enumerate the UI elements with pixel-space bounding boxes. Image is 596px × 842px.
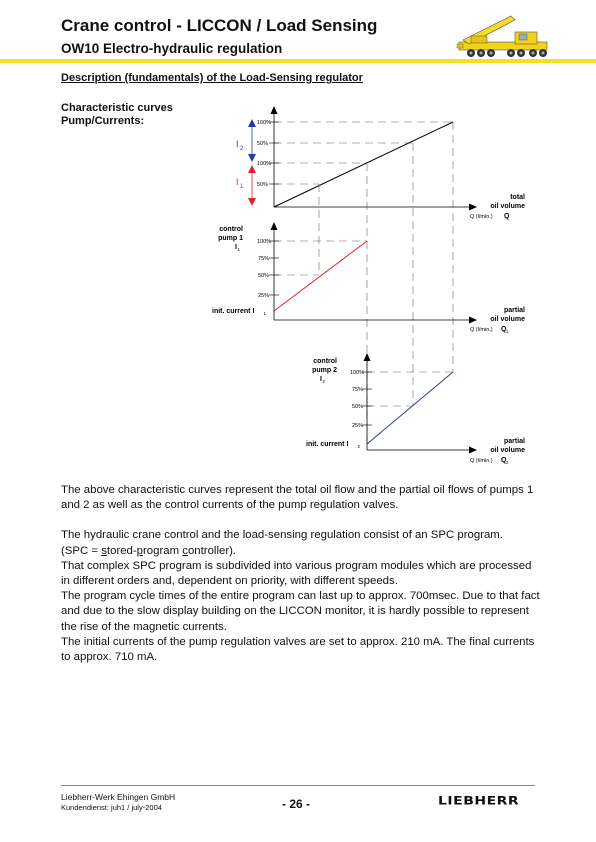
footer-department: Kundendienst: juh1 / july-2004	[61, 803, 162, 812]
pump1-axis-unit: Q (l/min.)	[470, 327, 493, 333]
liebherr-logo: LIEBHERR	[438, 794, 520, 808]
pump1-label-symbol: I	[235, 244, 237, 251]
i2-label: I	[236, 139, 239, 149]
pump2-init-subscript: 2	[357, 444, 361, 449]
top-axis-title-1: total	[510, 194, 525, 201]
caption-line-1: Characteristic curves	[61, 102, 173, 114]
pump2-gridlines	[367, 372, 453, 406]
total-oil-line	[274, 122, 453, 207]
pump1-tick-label: 100%	[257, 239, 272, 245]
i1-label: I	[236, 177, 239, 187]
pump2-axis-subscript: 2	[506, 460, 509, 465]
header-divider	[0, 59, 596, 63]
paragraph-spc-definition: (SPC = stored-program controller).	[61, 544, 237, 557]
page-subtitle: OW10 Electro-hydraulic regulation	[61, 41, 283, 56]
pump2-axis-title-2: oil volume	[490, 447, 525, 454]
page-title: Crane control - LICCON / Load Sensing	[61, 16, 378, 35]
pump2-x-axis-arrowhead	[469, 447, 477, 454]
top-tick-label: 100%	[257, 120, 272, 126]
top-tick-label: 100%	[257, 161, 272, 167]
section-heading: Description (fundamentals) of the Load-Sensing regulator	[61, 72, 363, 84]
top-axis-unit: Q (l/min.)	[470, 214, 493, 220]
pump1-init-subscript: 1	[263, 311, 267, 316]
pump1-axis-title-2: oil volume	[490, 316, 525, 323]
characteristic-curves-diagram	[195, 100, 540, 475]
paragraph-modules: That complex SPC program is subdivided into various program modules which are processed in different orders and, dependent on priority, with different speeds.	[61, 559, 532, 588]
i2-arrow-up-icon	[248, 119, 256, 127]
pump1-graph	[212, 222, 525, 334]
pump1-label-line2: pump 1	[218, 235, 243, 242]
paragraph-spc: The hydraulic crane control and the load-sensing regulation consist of an SPC program.	[61, 529, 503, 542]
paragraph-curves: The above characteristic curves represent the total oil flow and the partial oil flows of pumps 1 and 2 as well as the control currents of the pump regulation valves.	[61, 484, 534, 512]
pump2-label-line2: pump 2	[312, 367, 337, 374]
pump1-axis-title-1: partial	[503, 307, 525, 314]
top-tick-label: 50%	[257, 141, 269, 147]
i2-arrow-down-icon	[248, 154, 256, 162]
caption-line-2: Pump/Currents:	[61, 115, 145, 127]
top-axis-title-2: oil volume	[490, 203, 525, 210]
i1-arrow-down-icon	[248, 198, 256, 206]
pump1-tick-label: 25%	[258, 293, 270, 299]
pump2-label-symbol: I	[320, 376, 322, 383]
pump2-axis-title-1: partial	[503, 438, 525, 445]
pump1-tick-label: 75%	[258, 256, 270, 262]
pump2-axis-unit: Q (l/min.)	[470, 458, 493, 464]
pump2-graph	[306, 353, 525, 465]
pump2-tick-label: 25%	[352, 423, 364, 429]
footer-company: Liebherr-Werk Ehingen GmbH	[61, 792, 176, 802]
top-tick-label: 50%	[257, 182, 269, 188]
paragraph-cycle-times: The program cycle times of the entire program can last up to approx. 700msec. Due to that fact and due to the slow display building on the LICCON monitor, it is hardly possible to represent the rise of the magnetic currents.	[61, 590, 540, 633]
pump2-current-line	[367, 372, 453, 444]
top-gridlines	[274, 122, 453, 184]
footer-divider	[61, 785, 535, 786]
pump2-tick-label: 100%	[350, 370, 365, 376]
vertical-connectors	[319, 122, 453, 440]
pump1-label-line1: control	[219, 226, 243, 233]
pump1-current-line	[274, 241, 367, 311]
top-y-axis-arrowhead	[271, 106, 278, 114]
pump1-init-current: init. current I	[212, 308, 255, 315]
paragraph-initial-currents: The initial currents of the pump regulation valves are set to approx. 210 mA. The final currents to approx. 710 mA.	[61, 635, 535, 664]
pump1-x-axis-arrowhead	[469, 317, 477, 324]
i1-subscript: 1	[240, 184, 244, 190]
pump2-y-axis-arrowhead	[364, 353, 371, 361]
pump2-axis-symbol: Q	[501, 457, 507, 464]
top-graph	[236, 106, 525, 220]
pump1-gridlines	[274, 241, 367, 275]
pump1-axis-subscript: 1	[506, 329, 509, 334]
pump1-axis-symbol: Q	[501, 326, 507, 333]
top-axis-symbol: Q	[504, 213, 510, 220]
top-x-axis-arrowhead	[469, 204, 477, 211]
i1-range-arrow	[248, 165, 256, 206]
i2-range-arrow	[248, 119, 256, 162]
pump2-init-current: init. current I	[306, 441, 349, 448]
pump1-label-subscript: 1	[237, 247, 241, 252]
pump1-y-axis-arrowhead	[271, 222, 278, 230]
pump2-label-line1: control	[313, 358, 337, 365]
pump2-tick-label: 75%	[352, 387, 364, 393]
i1-arrow-up-icon	[248, 165, 256, 173]
pump2-tick-label: 50%	[352, 404, 364, 410]
crane-illustration	[453, 6, 553, 60]
i2-subscript: 2	[240, 146, 244, 152]
page-number: - 26 -	[282, 797, 311, 811]
pump2-label-subscript: 2	[322, 379, 326, 384]
body-text	[61, 483, 541, 665]
pump1-tick-label: 50%	[258, 273, 270, 279]
